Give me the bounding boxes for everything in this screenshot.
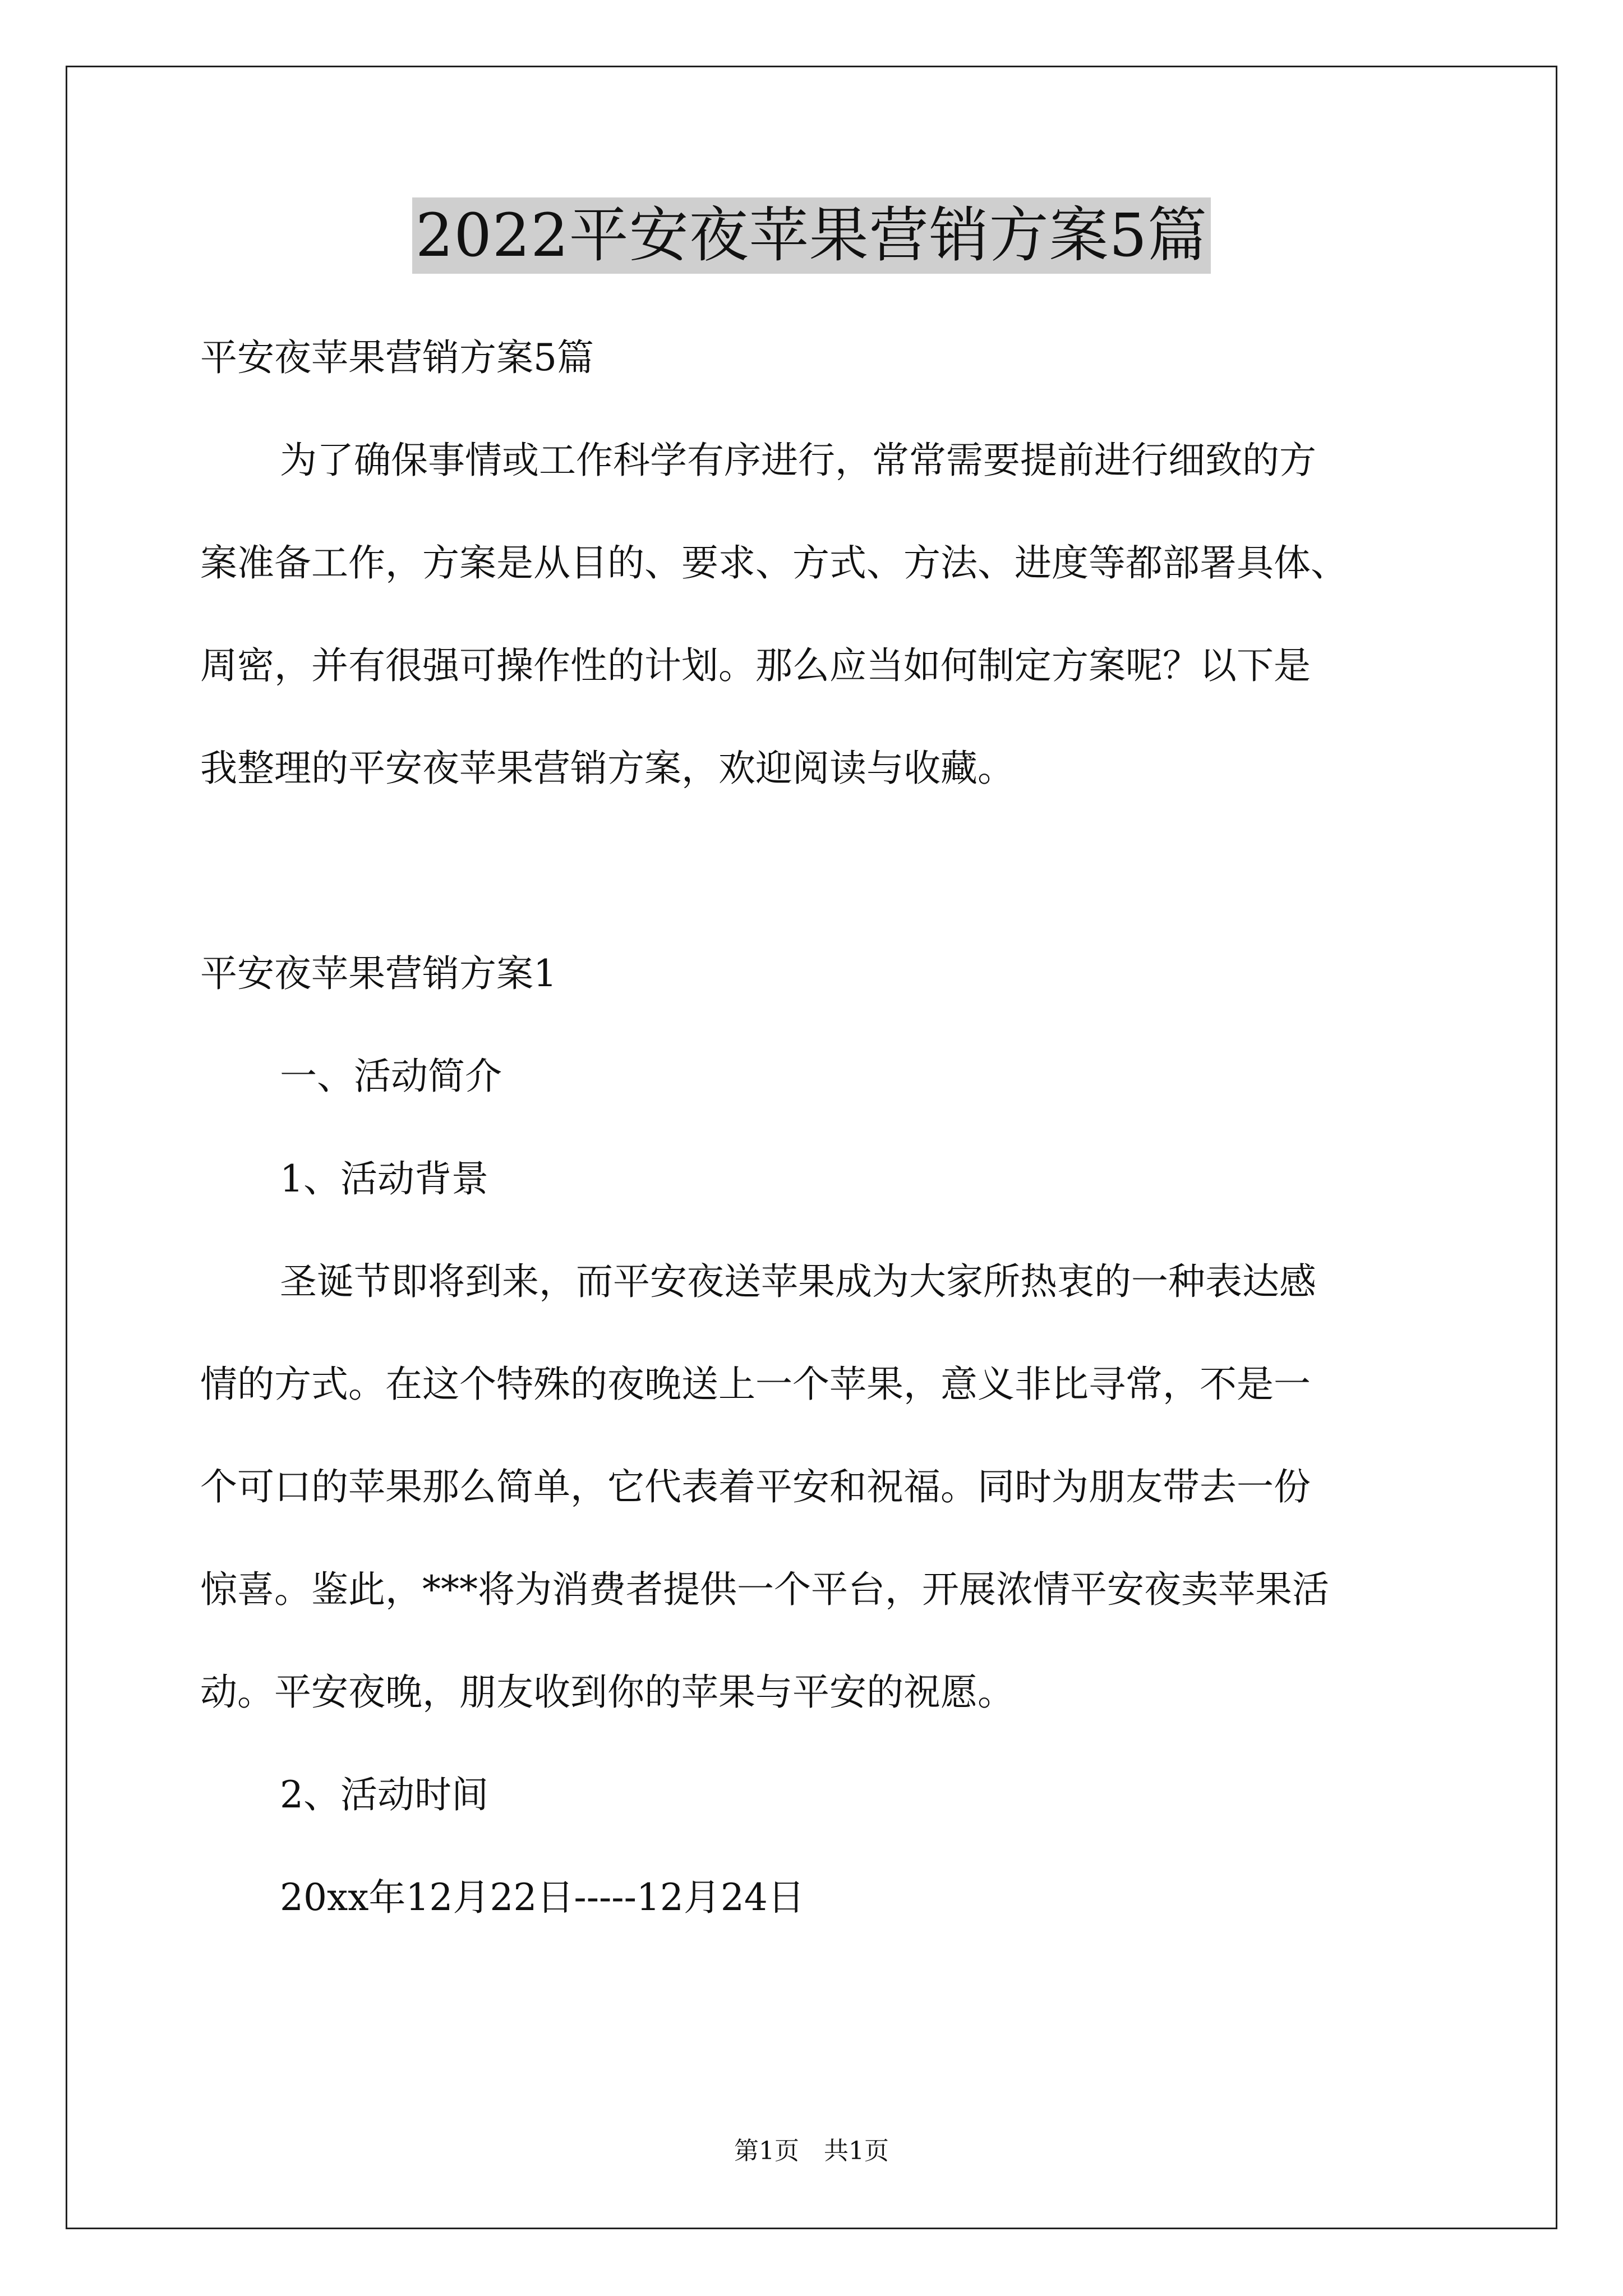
section-title: 平安夜苹果营销方案1 <box>200 952 557 995</box>
background-line: 情的方式。在这个特殊的夜晚送上一个苹果，意义非比寻常，不是一 <box>200 1363 1311 1406</box>
background-line: 惊喜。鉴此，***将为消费者提供一个平台，开展浓情平安夜卖苹果活 <box>200 1568 1329 1611</box>
page-footer: 第1页 共1页 <box>734 2137 889 2165</box>
document-subtitle: 平安夜苹果营销方案5篇 <box>200 336 594 379</box>
heading-activity-background: 1、活动背景 <box>280 1157 488 1200</box>
title-container <box>0 197 1623 274</box>
background-line: 圣诞节即将到来，而平安夜送苹果成为大家所热衷的一种表达感 <box>280 1260 1316 1303</box>
paragraph-gap <box>200 820 1456 922</box>
heading-activity-time: 2、活动时间 <box>280 1773 488 1816</box>
intro-line: 我整理的平安夜苹果营销方案，欢迎阅读与收藏。 <box>200 747 1015 790</box>
document-title: 2022平安夜苹果营销方案5篇 <box>412 197 1211 274</box>
intro-line: 周密，并有很强可操作性的计划。那么应当如何制定方案呢？以下是 <box>200 644 1311 687</box>
intro-line: 为了确保事情或工作科学有序进行，常常需要提前进行细致的方 <box>280 439 1316 482</box>
activity-time-value: 20xx年12月22日-----12月24日 <box>280 1876 805 1919</box>
document-body <box>200 306 1456 1949</box>
background-line: 动。平安夜晚，朋友收到你的苹果与平安的祝愿。 <box>200 1671 1015 1714</box>
heading-activity-intro: 一、活动简介 <box>280 1055 502 1098</box>
background-line: 个可口的苹果那么简单，它代表着平安和祝福。同时为朋友带去一份 <box>200 1465 1311 1508</box>
intro-line: 案准备工作，方案是从目的、要求、方式、方法、进度等都部署具体、 <box>200 541 1348 585</box>
